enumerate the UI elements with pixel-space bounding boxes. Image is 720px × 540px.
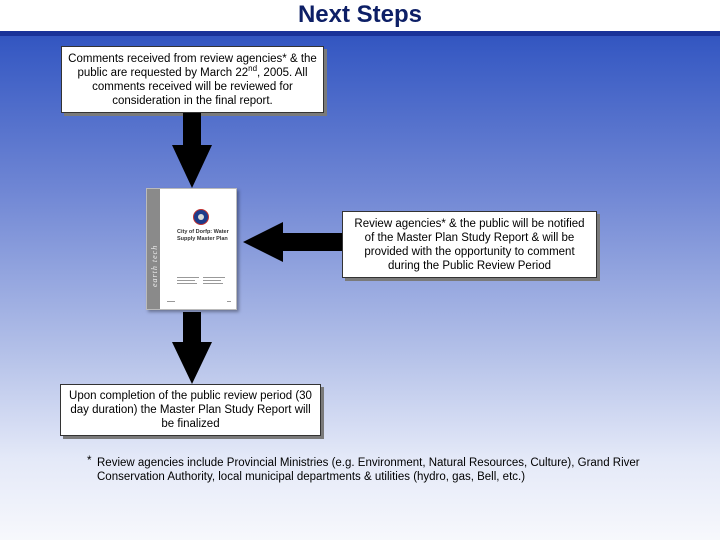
date-suffix: nd	[248, 63, 258, 73]
notification-text: Review agencies* & the public will be notified of the Master Plan Study Report & will be provided with the opportunity to comment during the Public Review Period	[354, 217, 585, 272]
city-seal-icon	[193, 209, 209, 225]
report-text-line	[167, 301, 175, 302]
finalization-box	[60, 384, 321, 436]
notification-box	[342, 211, 597, 278]
left-arrow-icon	[243, 222, 342, 262]
comments-request-text	[68, 52, 317, 108]
comments-text-part1: Comments received from review agencies* & the public are requested by March 22	[68, 52, 317, 79]
down-arrow-icon	[172, 312, 212, 384]
report-text-line	[177, 280, 195, 281]
report-text-line	[227, 301, 231, 302]
comments-request-box	[61, 46, 324, 113]
report-spine-text: earth tech	[150, 244, 159, 287]
report-text-line	[203, 277, 225, 278]
report-text-line	[203, 280, 221, 281]
report-title: City of Dorfp: Water Supply Master Plan	[177, 229, 229, 242]
down-arrow-icon	[172, 113, 212, 188]
footnote-text: Review agencies include Provincial Ministries (e.g. Environment, Natural Resources, Culture), Grand River Conservation Authority, local municipal departments & utilities (hydro, gas, Bell, etc.)	[97, 457, 640, 483]
master-plan-report-cover	[146, 188, 237, 310]
comments-text-part2: , 2005. All comments received will be reviewed for consideration in the final report.	[92, 66, 308, 107]
footnote-marker: *	[87, 455, 92, 467]
report-text-line	[203, 283, 223, 284]
report-text-line	[177, 277, 199, 278]
finalization-text: Upon completion of the public review period (30 day duration) the Master Plan Study Report will be finalized	[69, 390, 312, 430]
page-title: Next Steps	[297, 1, 423, 28]
title-divider	[0, 31, 720, 36]
report-text-line	[177, 283, 197, 284]
